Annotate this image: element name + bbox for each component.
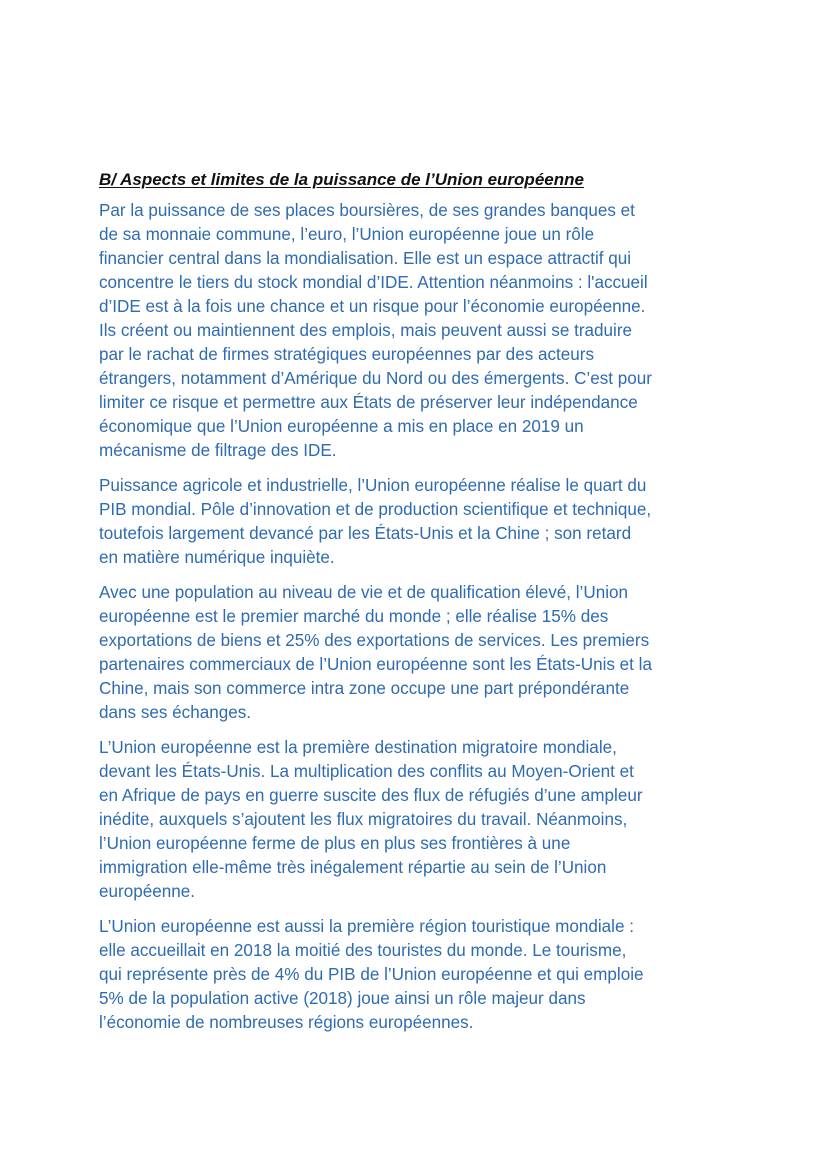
paragraph-line: partenaires commerciaux de l’Union européenne sont les États-Unis et la (99, 655, 652, 674)
paragraph-line: concentre le tiers du stock mondial d’IDE. Attention néanmoins : l'accueil (99, 273, 648, 292)
paragraph-line: étrangers, notamment d’Amérique du Nord ou des émergents. C’est pour (99, 369, 652, 388)
paragraph-line: Ils créent ou maintiennent des emplois, mais peuvent aussi se traduire (99, 321, 633, 340)
paragraph-line: 5% de la population active (2018) joue ainsi un rôle majeur dans (99, 989, 586, 1008)
paragraph-line: Chine, mais son commerce intra zone occupe une part prépondérante (99, 679, 630, 698)
paragraph-migration (99, 736, 739, 904)
paragraph-finance (99, 199, 739, 463)
paragraph-line: toutefois largement devancé par les États-Unis et la Chine ; son retard (99, 524, 632, 543)
paragraph-line: l’Union européenne ferme de plus en plus ses frontières à une (99, 834, 571, 853)
paragraph-line: financier central dans la mondialisation. Elle est un espace attractif qui (99, 249, 632, 268)
paragraph-line: immigration elle-même très inégalement répartie au sein de l’Union (99, 858, 607, 877)
paragraph-line: par le rachat de firmes stratégiques européennes par des acteurs (99, 345, 595, 364)
paragraph-line: européenne est le premier marché du monde ; elle réalise 15% des (99, 607, 609, 626)
paragraph-line: exportations de biens et 25% des exportations de services. Les premiers (99, 631, 650, 650)
paragraph-line: d’IDE est à la fois une chance et un risque pour l’économie européenne. (99, 297, 646, 316)
paragraph-line: mécanisme de filtrage des IDE. (99, 441, 337, 460)
paragraph-line: en matière numérique inquiète. (99, 548, 335, 567)
paragraph-line: européenne. (99, 882, 196, 901)
paragraph-line: L’Union européenne est aussi la première région touristique mondiale : (99, 917, 634, 936)
paragraph-line: de sa monnaie commune, l’euro, l’Union européenne joue un rôle (99, 225, 595, 244)
paragraph-line: dans ses échanges. (99, 703, 252, 722)
paragraph-line: économique que l’Union européenne a mis en place en 2019 un (99, 417, 584, 436)
paragraph-line: limiter ce risque et permettre aux États de préserver leur indépendance (99, 393, 638, 412)
paragraph-line: en Afrique de pays en guerre suscite des flux de réfugiés d’une ampleur (99, 786, 643, 805)
paragraph-line: Par la puissance de ses places boursières, de ses grandes banques et (99, 201, 635, 220)
paragraph-line: Avec une population au niveau de vie et de qualification élevé, l’Union (99, 583, 629, 602)
paragraph-line: inédite, auxquels s’ajoutent les flux migratoires du travail. Néanmoins, (99, 810, 628, 829)
paragraph-line: PIB mondial. Pôle d’innovation et de production scientifique et technique, (99, 500, 652, 519)
paragraph-line: elle accueillait en 2018 la moitié des touristes du monde. Le tourisme, (99, 941, 627, 960)
paragraph-line: L’Union européenne est la première destination migratoire mondiale, (99, 738, 617, 757)
paragraph-line: qui représente près de 4% du PIB de l’Union européenne et qui emploie (99, 965, 644, 984)
paragraph-line: l’économie de nombreuses régions européennes. (99, 1013, 474, 1032)
document-content (99, 168, 739, 1046)
section-heading: B/ Aspects et limites de la puissance de l’Union européenne (99, 170, 584, 189)
paragraph-economy (99, 474, 739, 570)
paragraph-trade (99, 581, 739, 725)
paragraph-line: Puissance agricole et industrielle, l’Union européenne réalise le quart du (99, 476, 647, 495)
paragraph-tourism (99, 915, 739, 1035)
paragraph-line: devant les États-Unis. La multiplication des conflits au Moyen-Orient et (99, 762, 634, 781)
